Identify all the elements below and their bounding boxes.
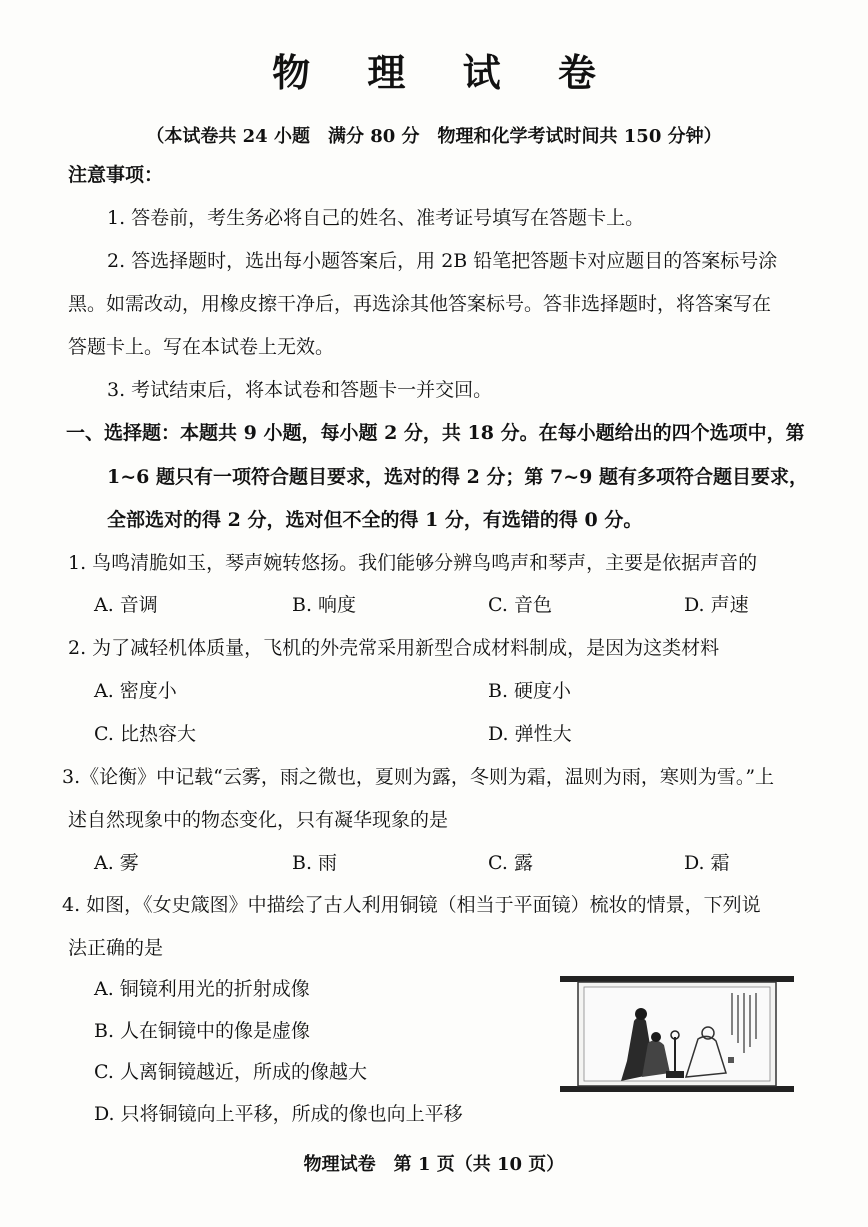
q3-option-d: D. 霜 <box>684 852 730 874</box>
q4-option-b: B. 人在铜镜中的像是虚像 <box>94 1020 311 1042</box>
q4-option-c: C. 人离铜镜越近，所成的像越大 <box>94 1061 367 1083</box>
question-4-stem-cont: 法正确的是 <box>68 937 164 959</box>
notice-item-3: 3. 考试结束后，将本试卷和答题卡一并交回。 <box>107 379 493 401</box>
painting-scroll-image <box>560 973 794 1095</box>
exam-title: 物 理 试 卷 <box>272 50 618 95</box>
notice-item-2-cont2: 答题卡上。写在本试卷上无效。 <box>68 336 335 358</box>
notice-item-2: 2. 答选择题时，选出每小题答案后，用 2B 铅笔把答题卡对应题目的答案标号涂 <box>107 250 778 272</box>
q4-option-a: A. 铜镜利用光的折射成像 <box>94 978 310 1000</box>
question-3-stem-cont: 述自然现象中的物态变化，只有凝华现象的是 <box>68 809 449 831</box>
section-line-2: 1~6 题只有一项符合题目要求，选对的得 2 分；第 7~9 题有多项符合题目要求， <box>107 466 809 488</box>
q1-option-a: A. 音调 <box>94 594 158 616</box>
q1-option-b: B. 响度 <box>292 594 357 616</box>
section-line-3: 全部选对的得 2 分，选对但不全的得 1 分，有选错的得 0 分。 <box>107 509 643 531</box>
q3-option-a: A. 雾 <box>94 852 139 874</box>
q4-option-d: D. 只将铜镜向上平移，所成的像也向上平移 <box>94 1103 463 1125</box>
q3-option-b: B. 雨 <box>292 852 338 874</box>
q2-option-d: D. 弹性大 <box>488 723 572 745</box>
q2-option-b: B. 硬度小 <box>488 680 572 702</box>
q2-option-a: A. 密度小 <box>94 680 177 702</box>
question-1-stem: 1. 鸟鸣清脆如玉，琴声婉转悠扬。我们能够分辨鸟鸣声和琴声，主要是依据声音的 <box>68 552 758 574</box>
question-2-stem: 2. 为了减轻机体质量，飞机的外壳常采用新型合成材料制成，是因为这类材料 <box>68 637 720 659</box>
question-3-stem: 3.《论衡》中记载“云雾，雨之微也，夏则为露，冬则为霜，温则为雨，寒则为雪。”上 <box>62 766 775 788</box>
q1-option-d: D. 声速 <box>684 594 749 616</box>
notice-item-1: 1. 答卷前，考生务必将自己的姓名、准考证号填写在答题卡上。 <box>107 207 645 229</box>
notice-heading: 注意事项： <box>68 164 164 186</box>
q1-option-c: C. 音色 <box>488 594 552 616</box>
exam-subtitle: （本试卷共 24 小题 满分 80 分 物理和化学考试时间共 150 分钟） <box>146 126 722 147</box>
notice-item-2-cont: 黑。如需改动，用橡皮擦干净后，再选涂其他答案标号。答非选择题时，将答案写在 <box>68 293 772 315</box>
q2-option-c: C. 比热容大 <box>94 723 196 745</box>
q3-option-c: C. 露 <box>488 852 533 874</box>
section-heading: 一、选择题：本题共 9 小题，每小题 2 分，共 18 分。在每小题给出的四个选项中，第 <box>66 422 805 444</box>
page-footer: 物理试卷 第 1 页（共 10 页） <box>303 1154 565 1175</box>
question-4-stem: 4. 如图，《女史箴图》中描绘了古人利用铜镜（相当于平面镜）梳妆的情景，下列说 <box>62 894 761 916</box>
